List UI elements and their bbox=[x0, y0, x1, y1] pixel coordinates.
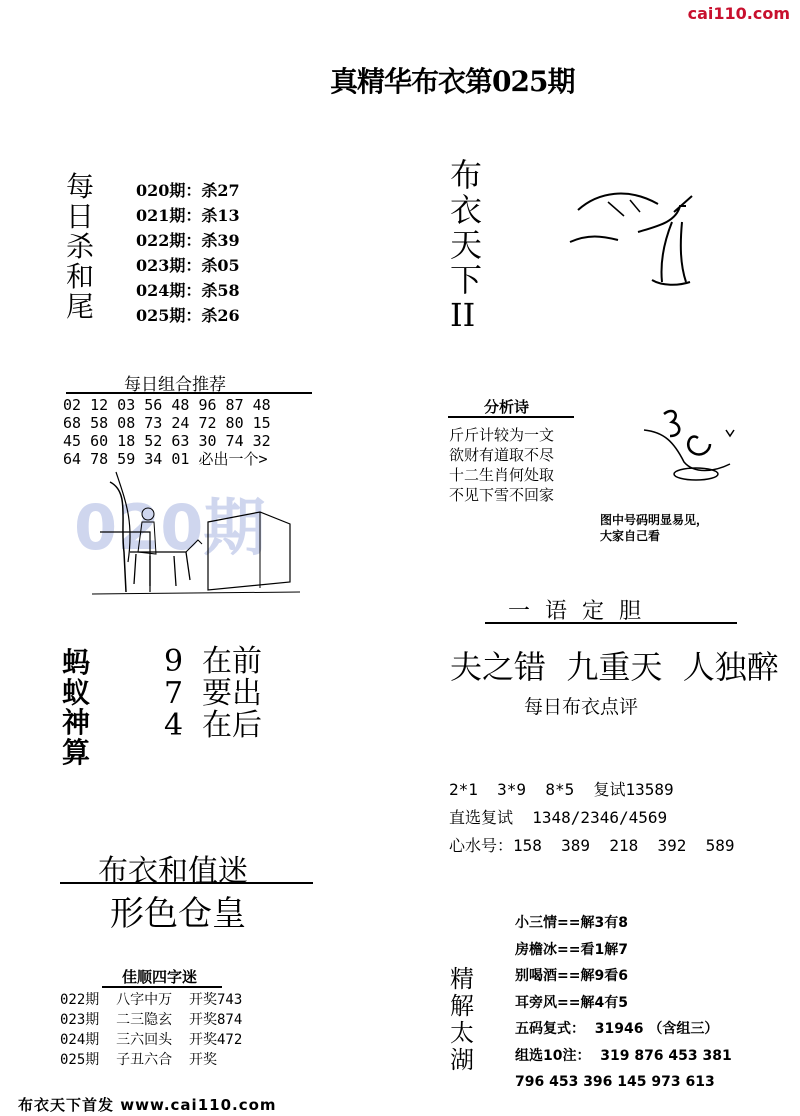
combo-row: 02 12 03 56 48 96 87 48 bbox=[63, 396, 271, 414]
page-title: 真精华布衣第025期 bbox=[330, 65, 575, 98]
poem-line: 斤斤计较为一文 bbox=[449, 426, 555, 444]
buyi-tianxia-char: 下 bbox=[450, 261, 483, 299]
poem-line: 十二生肖何处取 bbox=[449, 466, 555, 484]
donkey-sketch-image bbox=[90, 462, 310, 602]
kill-tail-row: 025期：杀26 bbox=[136, 306, 240, 325]
footer: 布衣天下首发 www.cai110.com bbox=[18, 1096, 277, 1114]
issue-watermark: 020期 bbox=[74, 491, 266, 564]
jiashun-row: 025期 子丑六合 开奖 bbox=[60, 1052, 218, 1068]
poem-line: 不见下雪不回家 bbox=[449, 486, 555, 504]
kill-tail-char: 日 bbox=[66, 200, 95, 233]
pick-line: 直选复试 1348/2346/4569 bbox=[449, 808, 668, 827]
jingjie-char: 湖 bbox=[450, 1046, 474, 1074]
buyi-tianxia-char: II bbox=[450, 296, 476, 334]
kill-tail-char: 杀 bbox=[66, 230, 95, 263]
ant-char: 算 bbox=[62, 736, 91, 769]
poem-line: 欲财有道取不尽 bbox=[449, 446, 555, 464]
ant-text: 在前 bbox=[202, 644, 262, 679]
buyi-mi-rule bbox=[60, 882, 313, 884]
ant-text: 要出 bbox=[202, 676, 262, 711]
pick-line: 2*1 3*9 8*5 复试13589 bbox=[449, 780, 674, 799]
combo-title-rule bbox=[66, 392, 312, 394]
jiashun-row: 024期 三六回头 开奖472 bbox=[60, 1032, 243, 1048]
kill-tail-list bbox=[136, 178, 240, 328]
kill-tail-row: 021期：杀13 bbox=[136, 206, 240, 225]
combo-row: 68 58 08 73 24 72 80 15 bbox=[63, 414, 271, 432]
jingjie-row: 耳旁风==解4有5 bbox=[515, 994, 628, 1011]
jingjie-char: 精 bbox=[450, 965, 474, 993]
jingjie-row: 五码复式： 31946 （含组三） bbox=[515, 1021, 719, 1037]
jingjie-side-label bbox=[450, 966, 474, 1074]
poem-sketch-image bbox=[634, 402, 754, 492]
buyi-tianxia-char: 衣 bbox=[450, 191, 483, 229]
ant-row bbox=[164, 678, 262, 710]
jingjie-row: 组选10注： 319 876 453 381 bbox=[515, 1047, 732, 1064]
jingjie-row: 796 453 396 145 973 613 bbox=[515, 1074, 715, 1090]
jingjie-char: 解 bbox=[450, 992, 474, 1020]
yiyu-title-rule bbox=[485, 622, 737, 624]
poem-caption-line: 大家自己看 bbox=[600, 529, 661, 543]
ant-text: 在后 bbox=[202, 708, 262, 743]
jiashun-title: 佳顺四字迷 bbox=[122, 968, 198, 986]
jiashun-row: 023期 二三隐玄 开奖874 bbox=[60, 1012, 243, 1028]
jiashun-rows bbox=[60, 990, 242, 1070]
kill-tail-row: 024期：杀58 bbox=[136, 281, 240, 300]
kill-tail-side-label bbox=[66, 172, 94, 322]
buyi-tianxia-char: 布 bbox=[450, 156, 483, 194]
yiyu-main: 夫之错 九重天 人独醉 bbox=[450, 648, 779, 686]
poem-lines bbox=[449, 425, 554, 505]
kill-tail-row: 020期：杀27 bbox=[136, 181, 240, 200]
jingjie-rows bbox=[515, 910, 732, 1096]
combo-grid bbox=[63, 396, 271, 468]
combo-row: 64 78 59 34 01 必出一个> bbox=[63, 450, 268, 468]
poem-caption bbox=[600, 512, 708, 544]
yiyu-title: 一 语 定 胆 bbox=[508, 599, 645, 624]
poem-title-rule bbox=[448, 416, 574, 418]
poem-title: 分析诗 bbox=[484, 398, 530, 416]
jiashun-row: 022期 八字中万 开奖743 bbox=[60, 992, 243, 1008]
ant-char: 蚁 bbox=[62, 676, 91, 709]
jingjie-row: 房檐冰==看1解7 bbox=[515, 941, 628, 958]
buyi-mi-answer: 形色仓皇 bbox=[110, 894, 246, 934]
ant-row bbox=[164, 710, 262, 742]
buyi-tianxia-char: 天 bbox=[450, 226, 483, 264]
kill-tail-char: 尾 bbox=[66, 290, 95, 323]
poem-caption-line: 图中号码明显易见， bbox=[600, 513, 709, 527]
ant-num: 7 bbox=[164, 676, 184, 711]
ant-char: 神 bbox=[62, 706, 91, 739]
combo-title: 每日组合推荐 bbox=[124, 375, 226, 395]
combo-row: 45 60 18 52 63 30 74 32 bbox=[63, 432, 271, 450]
kill-tail-row: 023期：杀05 bbox=[136, 256, 240, 275]
kill-tail-char: 每 bbox=[66, 170, 95, 203]
kill-tail-char: 和 bbox=[66, 260, 95, 293]
buyi-mi-title: 布衣和值迷 bbox=[98, 854, 248, 889]
ant-char: 蚂 bbox=[62, 646, 91, 679]
jingjie-char: 太 bbox=[450, 1019, 474, 1047]
ant-num: 9 bbox=[164, 644, 184, 679]
site-watermark: cai110.com bbox=[687, 4, 790, 23]
ant-rows bbox=[164, 646, 262, 742]
buyi-tianxia-label bbox=[450, 158, 482, 333]
tree-sketch-image bbox=[568, 182, 708, 292]
ant-num: 4 bbox=[164, 708, 184, 743]
pick-line: 心水号：158 389 218 392 589 bbox=[449, 836, 735, 855]
yiyu-sub: 每日布衣点评 bbox=[524, 696, 639, 718]
ant-side-label bbox=[62, 648, 90, 768]
jiashun-rule bbox=[102, 986, 222, 988]
ant-row bbox=[164, 646, 262, 678]
jingjie-row: 别喝酒==解9看6 bbox=[515, 968, 628, 984]
kill-tail-row: 022期：杀39 bbox=[136, 231, 240, 250]
picks bbox=[449, 776, 735, 860]
jingjie-row: 小三情==解3有8 bbox=[515, 915, 628, 931]
